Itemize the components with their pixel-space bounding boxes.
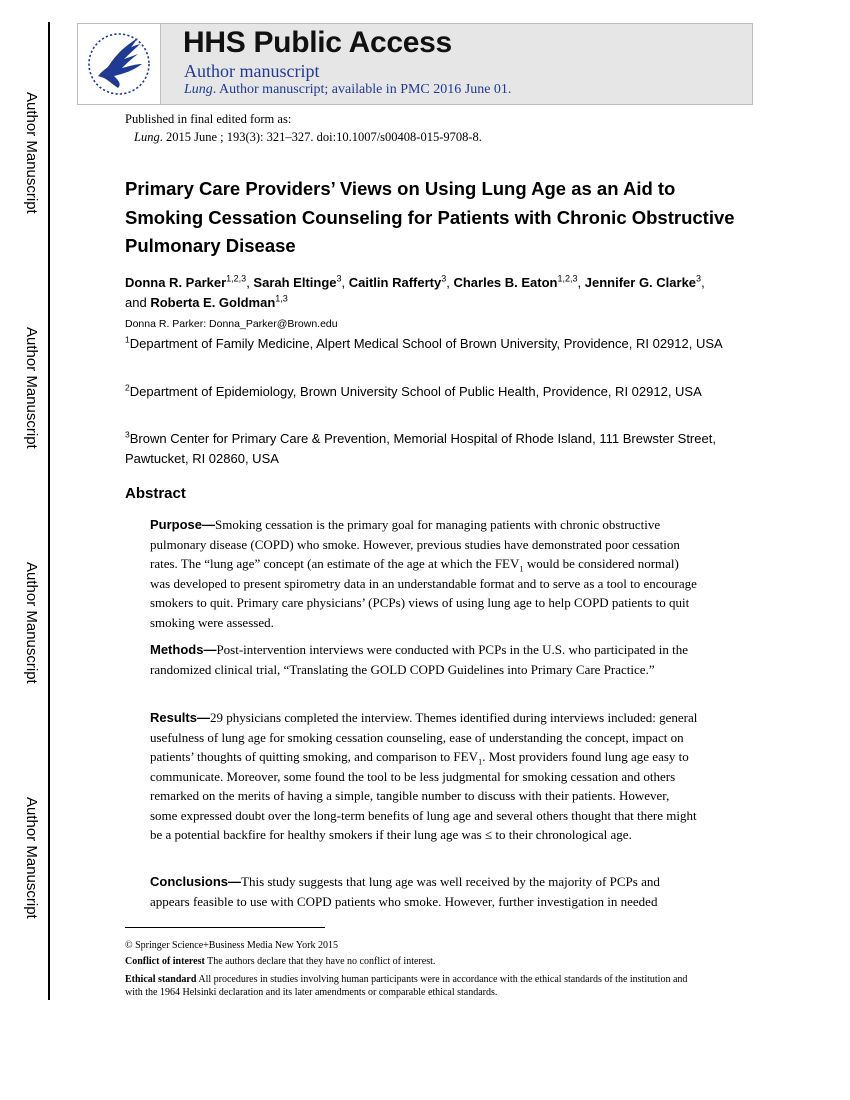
author-name: Roberta E. Goldman [150,295,276,310]
banner-subtitle: Author manuscript [184,61,320,81]
abstract-heading: Abstract [125,485,186,502]
author-name: Charles B. Eaton [453,275,558,290]
footnote-ethical: Ethical standard All procedures in studies involving human participants were in accordance with the ethical standards of the institution and with the 1964 Helsinki declaration and its later amendments or comparable ethical standards. [125,974,688,998]
side-label: Author Manuscript [23,92,40,214]
article-title: Primary Care Providers’ Views on Using Lung Age as an Aid to Smoking Cessation Counseling for Patients with Chronic Obstructive Pulmonary Disease [125,178,735,256]
side-label: Author Manuscript [23,562,40,684]
banner-title: HHS Public Access [183,26,452,59]
side-rule [48,22,50,1000]
side-label: Author Manuscript [23,797,40,919]
hhs-logo [78,24,161,104]
author-list: Donna R. Parker$^{1,2,3}$, Sarah Eltinge$^3$, Caitlin Rafferty$^3$, Charles B. Eaton$^{1,2,3}$, Jennifer G. Clarke$^3$, and Roberta E. Goldman$^{1,3}$ [125,273,705,310]
footnote-conflict: Conflict of interest The authors declare that they have no conflict of interest. [125,956,436,967]
hhs-eagle-icon [78,24,160,104]
abstract-purpose: Purpose—Smoking cessation is the primary goal for managing patients with chronic obstructive pulmonary disease (COPD) who smoke. However, previous studies have demonstrated poor cessation rates. The “lung age” concept (an estimate of the age at which the $FEV_1$ would be considered normal) was developed to present spirometry data in an understandable format and to serve as a tool to encourage smokers to quit. Primary care physicians’ (PCPs) views of using lung age to help COPD patients to quit smoking were assessed. [150,517,697,630]
publication-info: Published in final edited form as: Lung. 2015 June ; 193(3): 321–327. doi:10.1007/s00408-015-9708-8. [125,112,482,144]
author-name: Donna R. Parker [125,275,227,290]
abstract-methods: Methods—Post-intervention interviews were conducted with PCPs in the U.S. who participated in the randomized clinical trial, “Translating the GOLD COPD Guidelines into Primary Care Practice.” [150,642,688,677]
abstract-conclusions: Conclusions—This study suggests that lung age was well received by the majority of PCPs and appears feasible to use with COPD patients who smoke. However, further investigation in needed [150,874,660,909]
correspondence-email: Donna R. Parker: Donna_Parker@Brown.edu [125,318,338,330]
affiliation: $^1$Department of Family Medicine, Alpert Medical School of Brown University, Providence, RI 02912, USA [125,334,723,351]
author-name: Caitlin Rafferty [348,275,442,290]
affiliation: $^2$Department of Epidemiology, Brown University School of Public Health, Providence, RI 02912, USA [125,382,702,399]
author-name: Jennifer G. Clarke [584,275,697,290]
hhs-banner [77,23,753,105]
abstract-results: Results—29 physicians completed the interview. Themes identified during interviews included: general usefulness of lung age for smoking cessation counseling, ease of understanding the concept, impact on patients’ thoughts of quitting smoking, and comparison to $FEV_1$. Most providers found lung age easy to communicate. Moreover, some found the tool to be less judgmental for smoking cessation and others remarked on the merits of having a simple, tangible number to discuss with their patients. However, some expressed doubt over the long-term benefits of lung age and several others thought that there might be a potential backfire for healthy smokers if their lung age was ≤ to their chronological age. [150,710,698,842]
footnote-copyright: © Springer Science+Business Media New York 2015 [125,940,338,951]
banner-availability: Lung. Author manuscript; available in PMC 2016 June 01. [184,82,512,97]
author-name: Sarah Eltinge [253,275,337,290]
affiliation: $^3$Brown Center for Primary Care & Prevention, Memorial Hospital of Rhode Island, 111 Brewster Street, Pawtucket, RI 02860, USA [125,429,716,466]
side-label: Author Manuscript [23,327,40,449]
footnote-divider [125,927,325,928]
